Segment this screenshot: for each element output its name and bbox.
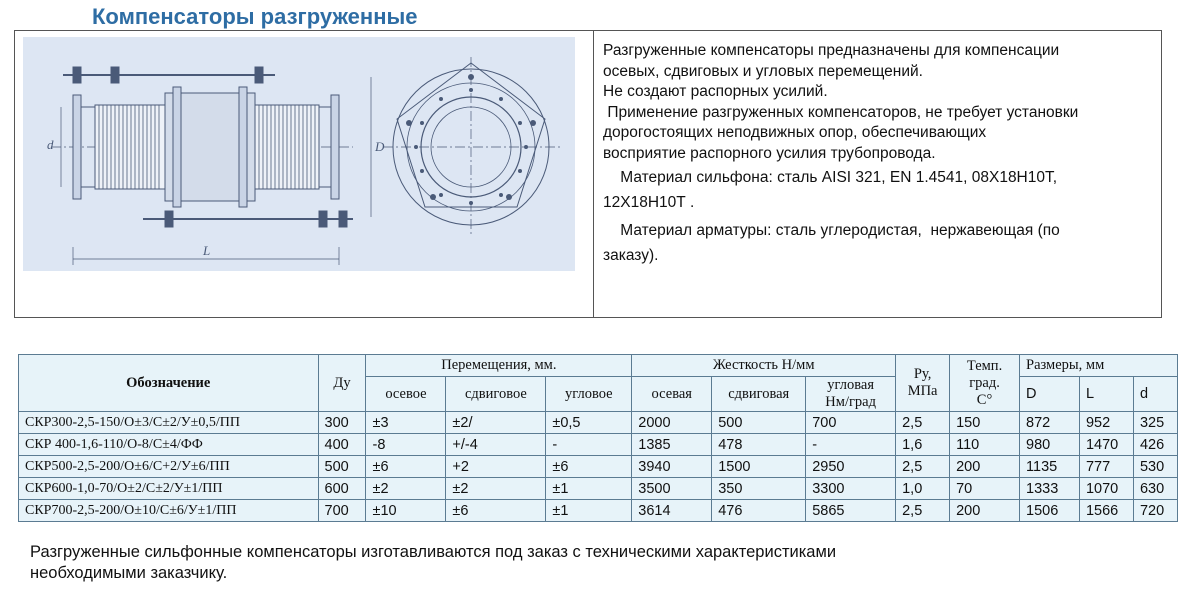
cell-dn: 600: [318, 478, 366, 500]
cell-s-shear: 1500: [712, 456, 806, 478]
cell-dn: 500: [318, 456, 366, 478]
cell-designation: СКР 400-1,6-110/О-8/С±4/ФФ: [19, 434, 319, 456]
dimension-L-label: L: [203, 243, 211, 258]
footer-line: Разгруженные сильфонные компенсаторы изготавливаются под заказ с техническими характеристиками: [30, 543, 837, 561]
table-body: [19, 412, 1178, 522]
cell-angular: ±1: [546, 478, 632, 500]
cell-d: 720: [1133, 500, 1177, 522]
header-stiffness: Жесткость Н/мм: [632, 355, 896, 377]
cell-L: 1566: [1079, 500, 1133, 522]
cell-pressure: 2,5: [896, 500, 950, 522]
cell-L: 1470: [1079, 434, 1133, 456]
cell-designation: СКР500-2,5-200/О±6/С+2/У±6/ПП: [19, 456, 319, 478]
cell-D: 872: [1020, 412, 1080, 434]
cell-angular: -: [546, 434, 632, 456]
description-line: дорогостоящих неподвижных опор, обеспечивающих: [603, 124, 987, 141]
cell-s-axial: 2000: [632, 412, 712, 434]
cell-s-angular: -: [806, 434, 896, 456]
description-line: Не создают распорных усилий.: [603, 83, 828, 100]
technical-drawing: [23, 37, 575, 271]
cell-axial: -8: [366, 434, 446, 456]
cell-shear: ±2: [446, 478, 546, 500]
cell-dn: 300: [318, 412, 366, 434]
specifications-table: [18, 354, 1178, 522]
cell-angular: ±0,5: [546, 412, 632, 434]
cell-D: 980: [1020, 434, 1080, 456]
cell-s-angular: 700: [806, 412, 896, 434]
header-angular: угловое: [546, 377, 632, 412]
cell-shear: ±6: [446, 500, 546, 522]
header-L: L: [1079, 377, 1133, 412]
description-line: 12Х18Н10Т .: [603, 193, 695, 211]
cell-L: 952: [1079, 412, 1133, 434]
header-pressure: Ру, МПа: [896, 355, 950, 412]
cell-temp: 150: [950, 412, 1020, 434]
cell-pressure: 1,0: [896, 478, 950, 500]
header-designation: Обозначение: [19, 355, 319, 412]
cell-d: 630: [1133, 478, 1177, 500]
dimension-D-label: D: [375, 139, 385, 154]
header-sizes: Размеры, мм: [1020, 355, 1178, 377]
cell-shear: ±2/: [446, 412, 546, 434]
cell-s-angular: 3300: [806, 478, 896, 500]
table-row: [19, 500, 1178, 522]
cell-temp: 70: [950, 478, 1020, 500]
table-row: [19, 456, 1178, 478]
cell-temp: 110: [950, 434, 1020, 456]
table-row: [19, 478, 1178, 500]
cell-pressure: 2,5: [896, 412, 950, 434]
footer-line: необходимыми заказчику.: [30, 564, 228, 582]
cell-D: 1506: [1020, 500, 1080, 522]
cell-pressure: 2,5: [896, 456, 950, 478]
cell-angular: ±6: [546, 456, 632, 478]
cell-D: 1333: [1020, 478, 1080, 500]
cell-s-shear: 500: [712, 412, 806, 434]
cell-s-angular: 2950: [806, 456, 896, 478]
cell-dn: 700: [318, 500, 366, 522]
header-temperature: Темп. град. С°: [950, 355, 1020, 412]
header-D: D: [1020, 377, 1080, 412]
cell-axial: ±6: [366, 456, 446, 478]
cell-designation: СКР700-2,5-200/О±10/С±6/У±1/ПП: [19, 500, 319, 522]
cell-axial: ±10: [366, 500, 446, 522]
cell-d: 325: [1133, 412, 1177, 434]
panel-divider: [593, 31, 594, 317]
cell-s-axial: 3500: [632, 478, 712, 500]
description-line: осевых, сдвиговых и угловых перемещений.: [603, 62, 923, 80]
header-dn: Ду: [318, 355, 366, 412]
cell-pressure: 1,6: [896, 434, 950, 456]
header-stiff-angular: угловая Нм/град: [806, 377, 896, 412]
cell-temp: 200: [950, 456, 1020, 478]
compensator-drawing-svg: [23, 37, 575, 271]
header-shear: сдвиговое: [446, 377, 546, 412]
cell-angular: ±1: [546, 500, 632, 522]
footer-note: [30, 542, 1180, 584]
header-stiff-axial: осевая: [632, 377, 712, 412]
header-stiff-shear: сдвиговая: [712, 377, 806, 412]
cell-designation: СКР600-1,0-70/О±2/С±2/У±1/ПП: [19, 478, 319, 500]
cell-D: 1135: [1020, 456, 1080, 478]
header-d: d: [1133, 377, 1177, 412]
table-header-row: [19, 355, 1178, 377]
cell-s-axial: 3614: [632, 500, 712, 522]
description-line: заказу).: [603, 246, 659, 264]
cell-s-axial: 3940: [632, 456, 712, 478]
info-panel: [14, 30, 1162, 318]
cell-L: 1070: [1079, 478, 1133, 500]
description: [603, 41, 1153, 266]
header-axial: осевое: [366, 377, 446, 412]
cell-s-shear: 350: [712, 478, 806, 500]
description-line: восприятие распорного усилия трубопровода.: [603, 144, 936, 162]
cell-axial: ±3: [366, 412, 446, 434]
cell-shear: +2: [446, 456, 546, 478]
description-line: Материал сильфона: сталь AISI 321, EN 1.4541, 08Х18Н10Т,: [603, 169, 1058, 186]
cell-designation: СКР300-2,5-150/О±3/С±2/У±0,5/ПП: [19, 412, 319, 434]
cell-s-shear: 478: [712, 434, 806, 456]
cell-temp: 200: [950, 500, 1020, 522]
table-row: [19, 412, 1178, 434]
cell-axial: ±2: [366, 478, 446, 500]
header-displacements: Перемещения, мм.: [366, 355, 632, 377]
cell-s-angular: 5865: [806, 500, 896, 522]
dimension-d-label: d: [47, 137, 54, 152]
page-title: Компенсаторы разгруженные: [92, 4, 418, 29]
cell-d: 426: [1133, 434, 1177, 456]
table-row: [19, 434, 1178, 456]
cell-s-axial: 1385: [632, 434, 712, 456]
description-line: Разгруженные компенсаторы предназначены для компенсации: [603, 42, 1060, 59]
cell-shear: +/-4: [446, 434, 546, 456]
cell-d: 530: [1133, 456, 1177, 478]
cell-s-shear: 476: [712, 500, 806, 522]
description-line: Применение разгруженных компенсаторов, не требует установки: [603, 103, 1079, 121]
description-line: Материал арматуры: сталь углеродистая, нержавеющая (по: [603, 222, 1060, 239]
cell-dn: 400: [318, 434, 366, 456]
cell-L: 777: [1079, 456, 1133, 478]
